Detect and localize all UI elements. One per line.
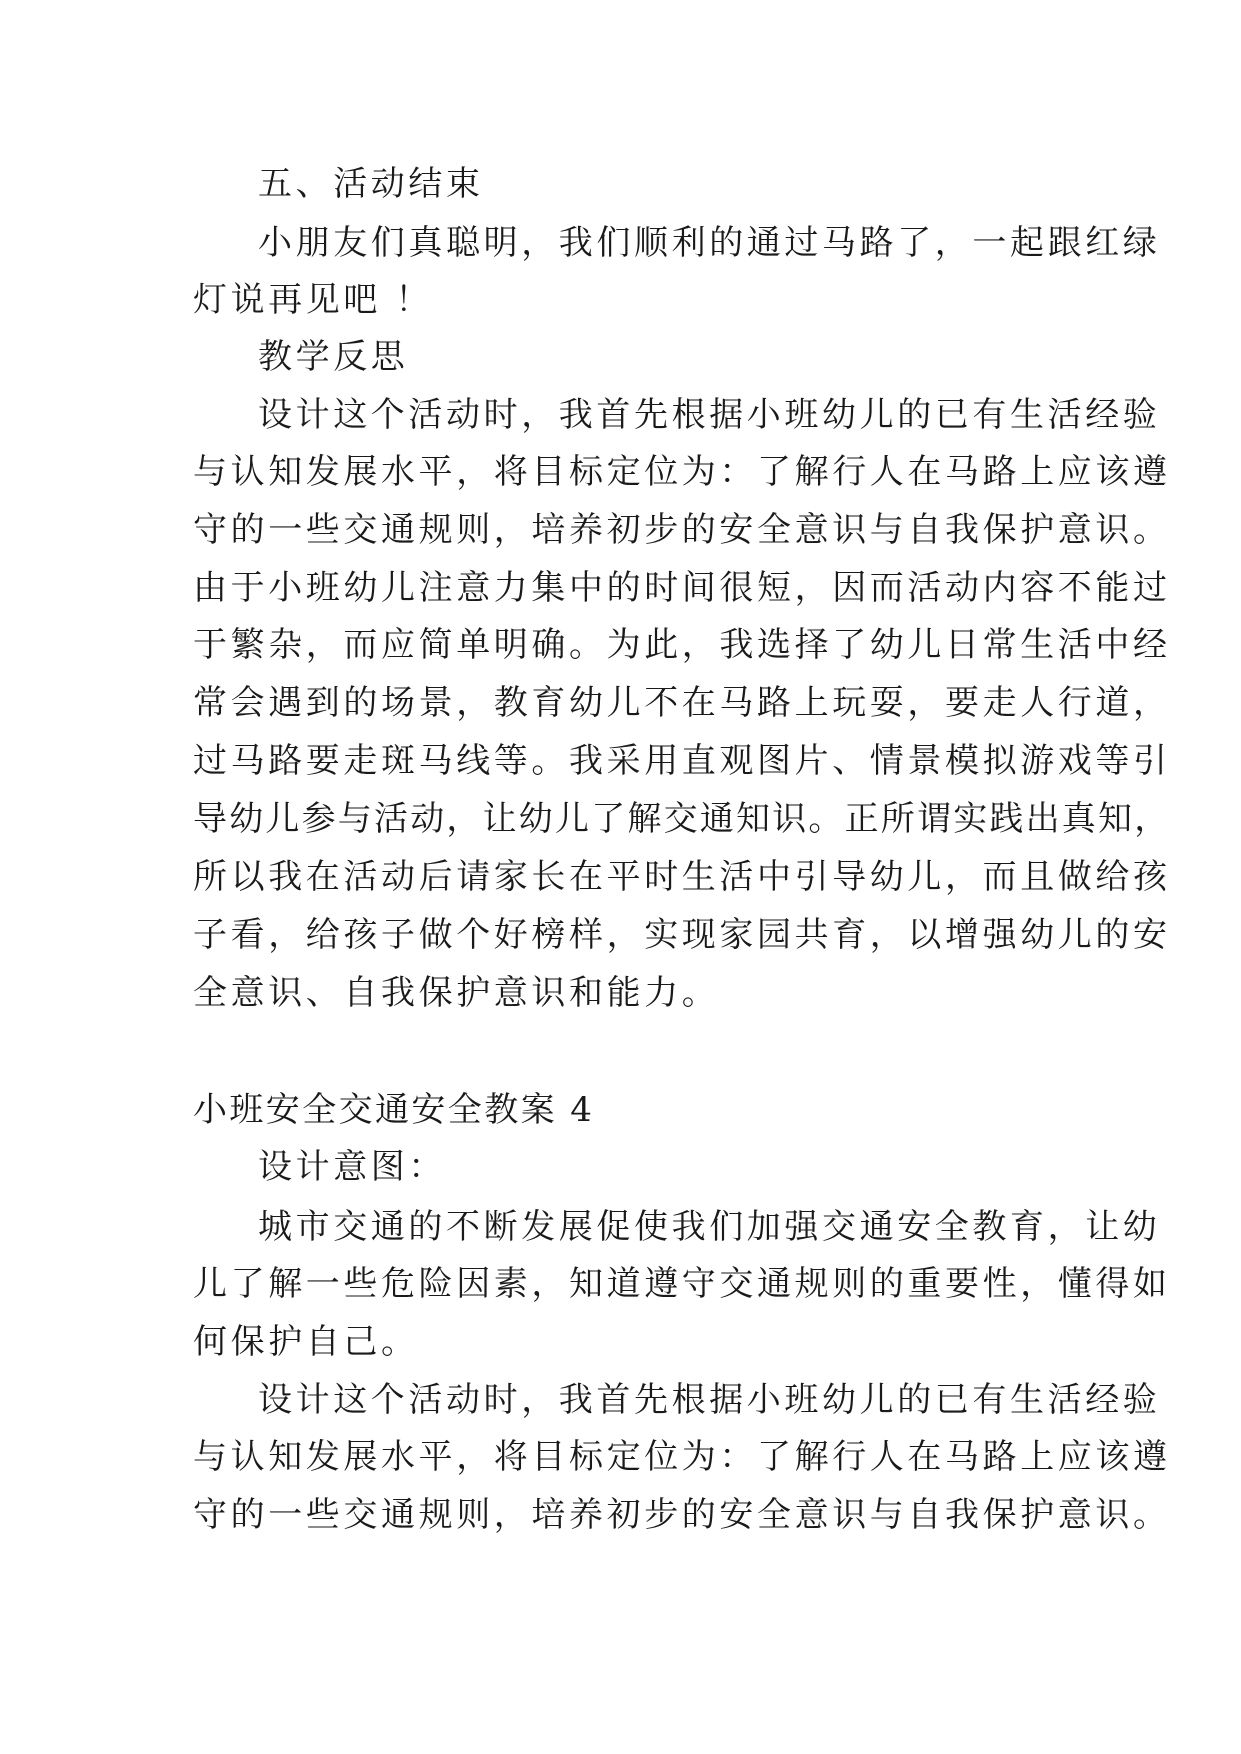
paragraph-line: 由于小班幼儿注意力集中的时间很短，因而活动内容不能过 (193, 568, 1171, 608)
paragraph-line: 设计这个活动时，我首先根据小班幼儿的已有生活经验 (258, 395, 1161, 435)
paragraph-line: 城市交通的不断发展促使我们加强交通安全教育，让幼 (258, 1207, 1161, 1247)
paragraph-line: 与认知发展水平，将目标定位为：了解行人在马路上应该遵 (193, 1437, 1171, 1477)
paragraph-line: 灯说再见吧 ！ (193, 280, 434, 320)
paragraph-line: 于繁杂，而应简单明确。为此，我选择了幼儿日常生活中经 (193, 625, 1171, 665)
plan-title: 小班安全交通安全教案 4 (193, 1090, 595, 1130)
paragraph-line: 子看，给孩子做个好榜样，实现家园共育，以增强幼儿的安 (193, 915, 1171, 955)
paragraph-line: 与认知发展水平，将目标定位为：了解行人在马路上应该遵 (193, 452, 1171, 492)
paragraph-line: 所以我在活动后请家长在平时生活中引导幼儿，而且做给孩 (193, 857, 1171, 897)
section-heading: 教学反思 (258, 337, 409, 377)
paragraph-line: 导幼儿参与活动，让幼儿了解交通知识。正所谓实践出真知， (193, 799, 1171, 839)
paragraph-line: 常会遇到的场景，教育幼儿不在马路上玩耍，要走人行道， (193, 683, 1171, 723)
section-heading: 设计意图： (258, 1147, 446, 1187)
paragraph-line: 小朋友们真聪明，我们顺利的通过马路了，一起跟红绿 (258, 223, 1161, 263)
paragraph-line: 过马路要走斑马线等。我采用直观图片、情景模拟游戏等引 (193, 741, 1171, 781)
paragraph-line: 守的一些交通规则，培养初步的安全意识与自我保护意识。 (193, 510, 1171, 550)
section-heading: 五、活动结束 (258, 164, 484, 204)
paragraph-line: 守的一些交通规则，培养初步的安全意识与自我保护意识。 (193, 1495, 1171, 1535)
paragraph-line: 全意识、自我保护意识和能力。 (193, 973, 720, 1013)
paragraph-line: 设计这个活动时，我首先根据小班幼儿的已有生活经验 (258, 1380, 1161, 1420)
paragraph-line: 何保护自己。 (193, 1322, 419, 1362)
paragraph-line: 儿了解一些危险因素，知道遵守交通规则的重要性，懂得如 (193, 1264, 1171, 1304)
